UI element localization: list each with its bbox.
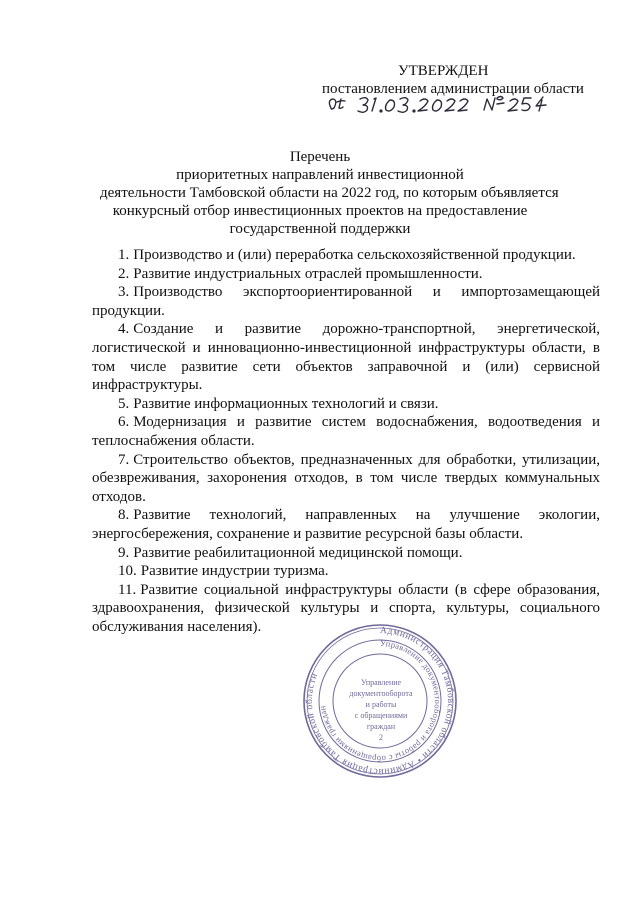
heading-line: конкурсный отбор инвестиционных проектов на предоставление	[112, 203, 528, 219]
item-number: 7.	[118, 451, 130, 468]
item-number: 3.	[118, 284, 130, 301]
svg-text:Управление: Управление	[360, 678, 402, 687]
approved-title: УТВЕРЖДЕН	[398, 63, 489, 79]
item-text: Создание и развитие дорожно-транспортной, энергетической, логистической и инновационно-инвестиционной инфраструктуры области, в том числе развитие сети объектов заправочной и (или) сервисной инфраструктуры.	[92, 321, 600, 394]
heading-line: приоритетных направлений инвестиционной	[176, 167, 464, 183]
item-number: 8.	[118, 507, 130, 524]
item-text: Развитие технологий, направленных на улучшение экологии, энергосбережения, сохранение и развитие ресурсной базы области.	[92, 507, 600, 542]
svg-text:с обращениями: с обращениями	[354, 711, 408, 720]
item-text: Развитие индустриальных отраслей промышленности.	[133, 265, 483, 282]
item-text: Развитие информационных технологий и связи.	[133, 395, 439, 412]
heading-line: государственной поддержки	[229, 221, 411, 237]
approved-subtitle: постановлением администрации области	[322, 81, 584, 97]
svg-text:Администрация Тамбовской облас: Администрация Тамбовской области • Администрация Тамбовской области	[304, 625, 455, 777]
item-text: Развитие реабилитационной медицинской помощи.	[133, 544, 463, 561]
item-text: Модернизация и развитие систем водоснабжения, водоотведения и теплоснабжения области.	[92, 414, 600, 449]
item-number: 1.	[118, 247, 130, 263]
item-number: 9.	[118, 544, 130, 561]
item-number: 10.	[118, 563, 137, 580]
item-number: 11.	[118, 581, 137, 598]
svg-text:документооборота: документооборота	[349, 689, 413, 698]
svg-text:Управление документооборота и: Управление документооборота и работы с обращениями граждан	[317, 637, 443, 765]
item-text: Развитие социальной инфраструктуры области (в сфере образования, здравоохранения, физической культуры и спорта, культуры, социального обслуживания населения).	[92, 581, 600, 635]
item-text: Развитие индустрии туризма.	[140, 563, 329, 580]
item-number: 5.	[118, 395, 130, 412]
item-number: 2.	[118, 265, 130, 282]
item-number: 4.	[118, 321, 130, 338]
item-text: Производство и (или) переработка сельскохозяйственной продукции.	[133, 247, 576, 263]
svg-text:2: 2	[379, 733, 383, 742]
svg-text:граждан: граждан	[366, 722, 396, 731]
item-text: Производство экспортоориентированной и импортозамещающей продукции.	[92, 284, 600, 319]
item-text: Строительство объектов, предназначенных для обработки, утилизации, обезвреживания, захоронения отходов, в том числе твердых коммунальных отходов.	[92, 451, 600, 505]
item-number: 6.	[118, 414, 130, 431]
svg-text:и работы: и работы	[365, 700, 397, 709]
heading-line: Перечень	[289, 149, 351, 165]
heading-line: деятельности Тамбовской области на 2022 год, по которым объявляется	[100, 185, 559, 201]
